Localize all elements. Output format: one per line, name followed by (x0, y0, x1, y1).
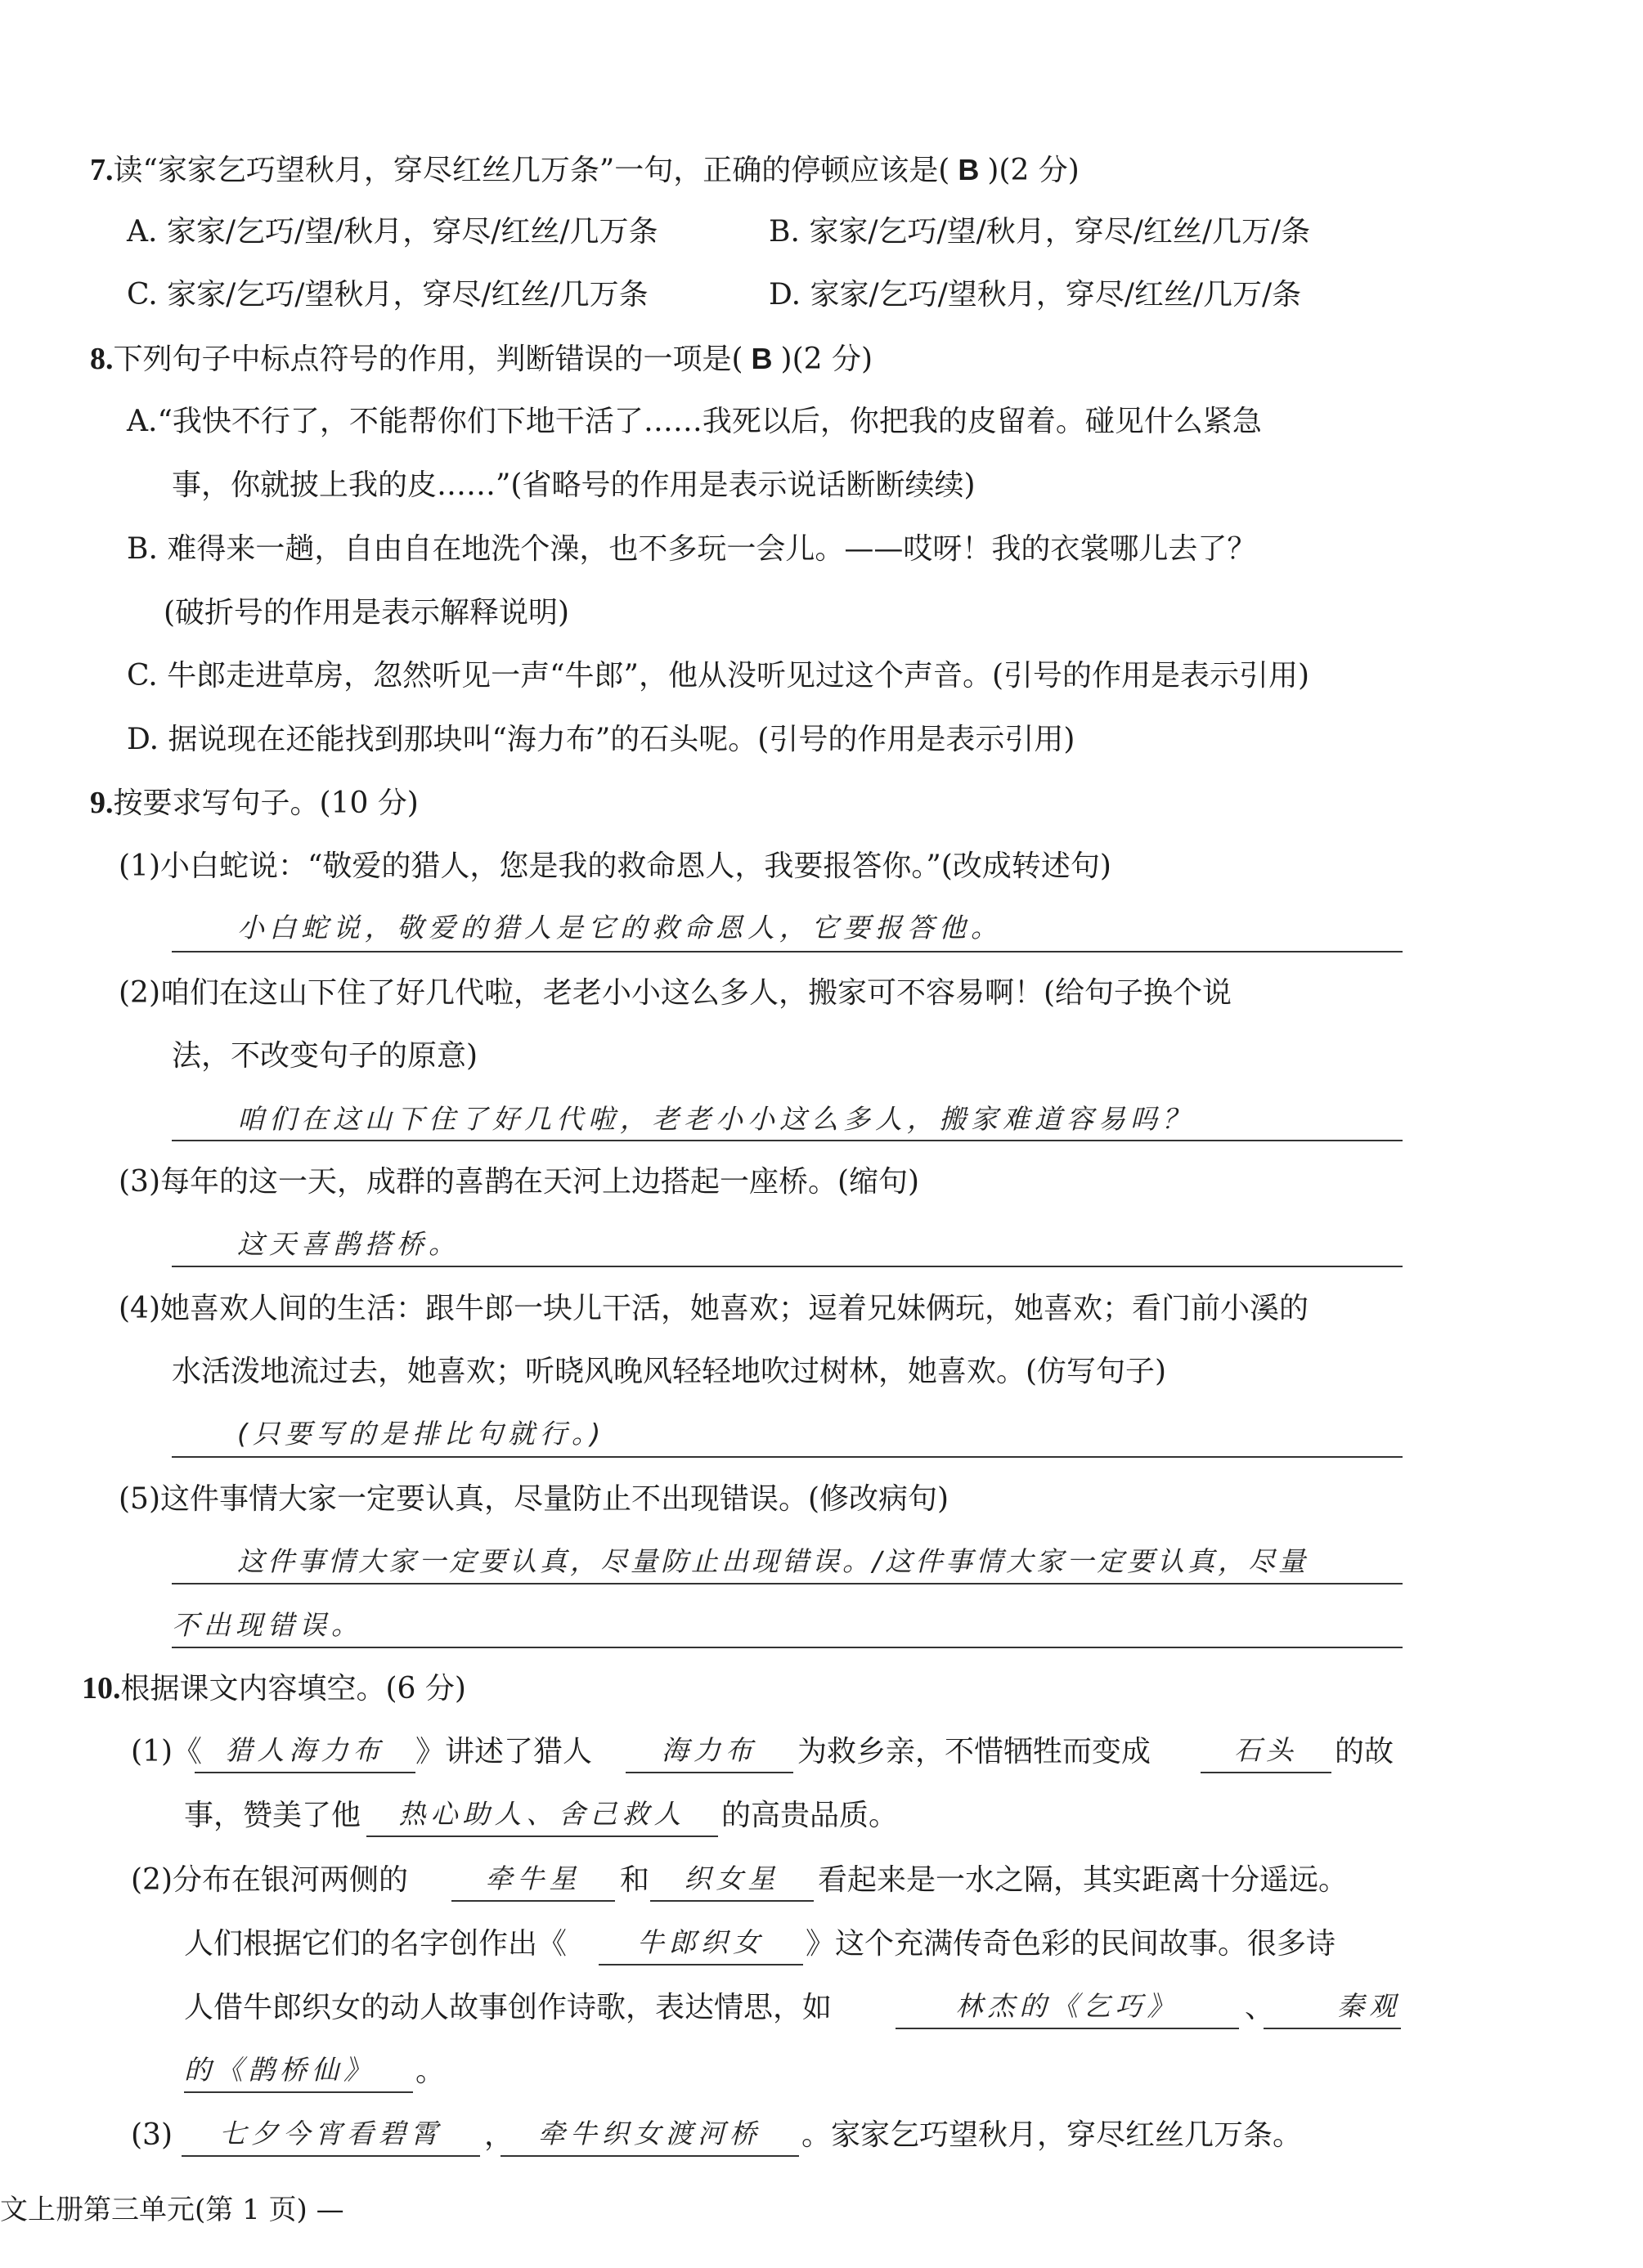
q9-answer3: 这天喜鹊搭桥。 (237, 1228, 460, 1260)
q7-option-c: C. 家家/乞巧/望秋月，穿尽/红丝/几万条 (127, 278, 649, 312)
q10-fill-vega: 织女星 (684, 1862, 780, 1894)
q9-sub5: (5)这件事情大家一定要认真，尽量防止不出现错误。(修改病句) (119, 1482, 949, 1516)
q10-fill-quality: 热心助人、舍己救人 (398, 1798, 686, 1830)
q10-p1-text: 的故 (1335, 1735, 1394, 1768)
q10-fill-poem2: 的《鹊桥仙》 (184, 2054, 375, 2086)
q9-sub2-line1: (2)咱们在这山下住了好几代啦，老老小小这么多人，搬家可不容易啊！(给句子换个说 (119, 976, 1232, 1010)
q8-option-a-line1: A.“我快不行了，不能帮你们下地干活了……我死以后，你把我的皮留着。碰见什么紧急 (127, 405, 1262, 438)
q10-p1-text: 为救乡亲，不惜牺牲而变成 (797, 1735, 1151, 1768)
q9-answer1: 小白蛇说，敬爱的猎人是它的救命恩人，它要报答他。 (237, 912, 1003, 944)
blank-line (626, 1772, 793, 1773)
q7-option-b: B. 家家/乞巧/望/秋月，穿尽/红丝/几万/条 (769, 215, 1311, 249)
q8-option-a-line2: 事，你就披上我的皮……”(省略号的作用是表示说话断断续续) (172, 468, 976, 502)
q7-option-a: A. 家家/乞巧/望/秋月，穿尽/红丝/几万条 (127, 215, 658, 249)
q7-option-d: D. 家家/乞巧/望秋月，穿尽/红丝/几万/条 (769, 278, 1302, 312)
blank-line (1201, 1772, 1331, 1773)
q10-fill-title: 猎人海力布 (225, 1734, 385, 1766)
blank-line (896, 2028, 1239, 2029)
blank-line (1264, 2028, 1401, 2029)
q10-p1-text: 》讲述了猎人 (415, 1735, 593, 1768)
q10-p2-text: 》这个充满传奇色彩的民间故事。很多诗 (806, 1927, 1336, 1961)
q10-fill-stone: 石头 (1234, 1734, 1298, 1766)
q10-p1-text: 的高贵品质。 (721, 1799, 899, 1832)
q9-number: 9. (90, 786, 114, 820)
q7-answer: B (958, 153, 980, 186)
q10-p3-text: 。家家乞巧望秋月，穿尽红丝几万条。 (801, 2118, 1303, 2152)
q7-stem: 7.读“家家乞巧望秋月，穿尽红丝几万条”一句，正确的停顿应该是( B )(2 分) (90, 153, 1080, 187)
q10-fill-poem1: 林杰的《乞巧》 (955, 1990, 1179, 2022)
blank-line (501, 2155, 799, 2157)
blank-line (650, 1900, 814, 1902)
q10-stem: 10.根据课文内容填空。(6 分) (82, 1671, 466, 1705)
answer-line (172, 1583, 1403, 1584)
answer-line (172, 1140, 1403, 1141)
q9-answer4: (只要写的是排比句就行。) (237, 1418, 606, 1450)
blank-line (184, 2091, 413, 2093)
q10-p1-text: (1)《 (131, 1735, 202, 1768)
q10-p3-text: ， (484, 2118, 514, 2152)
blank-line (195, 1772, 415, 1773)
blank-line (451, 1900, 615, 1902)
q10-p2-text: 人借牛郎织女的动人故事创作诗歌，表达情思，如 (184, 1991, 833, 2024)
q9-sub4-line2: 水活泼地流过去，她喜欢；听晓风晚风轻轻地吹过树林，她喜欢。(仿写句子) (172, 1355, 1167, 1388)
q10-p1-text: 事，赞美了他 (184, 1799, 361, 1832)
q10-fill-verse2: 牵牛织女渡河桥 (538, 2118, 761, 2149)
q8-stem: 8.下列句子中标点符号的作用，判断错误的一项是( B )(2 分) (90, 342, 873, 376)
q9-sub4-line1: (4)她喜欢人间的生活：跟牛郎一块儿干活，她喜欢；逗着兄妹俩玩，她喜欢；看门前小溪的 (119, 1292, 1309, 1325)
q10-p2-text: 人们根据它们的名字创作出《 (184, 1927, 568, 1961)
q10-p2-text: 和 (620, 1863, 650, 1897)
answer-line (172, 1266, 1403, 1267)
q7-number: 7. (90, 153, 114, 187)
q8-number: 8. (90, 342, 114, 376)
answer-line (172, 1456, 1403, 1458)
q9-sub3: (3)每年的这一天，成群的喜鹊在天河上边搭起一座桥。(缩句) (119, 1165, 920, 1199)
q9-sub2-line2: 法，不改变句子的原意) (172, 1039, 478, 1073)
q9-answer5-line1: 这件事情大家一定要认真，尽量防止出现错误。/这件事情大家一定要认真，尽量 (237, 1545, 1309, 1577)
q9-sub1: (1)小白蛇说：“敬爱的猎人，您是我的救命恩人，我要报答你。”(改成转述句) (119, 849, 1111, 883)
q10-fill-story: 牛郎织女 (637, 1926, 765, 1958)
q10-p3-text: (3) (131, 2118, 173, 2152)
q10-p2-text: 看起来是一水之隔，其实距离十分遥远。 (818, 1863, 1349, 1897)
answer-line (172, 1647, 1403, 1648)
q10-p2-text: 、 (1245, 1991, 1275, 2024)
blank-line (366, 1835, 718, 1837)
blank-line (599, 1964, 803, 1965)
q10-fill-poet: 秦观 (1337, 1990, 1401, 2022)
q10-p2-text: 。 (415, 2055, 446, 2088)
q10-number: 10. (82, 1671, 121, 1705)
q9-stem: 9.按要求写句子。(10 分) (90, 786, 419, 820)
q10-fill-verse1: 七夕今宵看碧霄 (219, 2118, 442, 2149)
q10-p2-text: (2)分布在银河两侧的 (131, 1863, 408, 1897)
answer-line (172, 951, 1403, 952)
q8-answer: B (751, 342, 773, 375)
q8-option-c: C. 牛郎走进草房，忽然听见一声“牛郎”，他从没听见过这个声音。(引号的作用是表示引用) (127, 659, 1310, 693)
q9-answer5-line2: 不出现错误。 (172, 1609, 363, 1641)
q8-option-d: D. 据说现在还能找到那块叫“海力布”的石头呢。(引号的作用是表示引用) (127, 723, 1075, 756)
q8-option-b-line1: B. 难得来一趟，自由自在地洗个澡，也不多玩一会儿。——哎呀！我的衣裳哪儿去了？ (127, 532, 1257, 566)
blank-line (182, 2155, 480, 2157)
q9-answer2: 咱们在这山下住了好几代啦，老老小小这么多人，搬家难道容易吗？ (237, 1103, 1194, 1135)
q10-fill-altair: 牵牛星 (485, 1862, 581, 1894)
page-footer: 文上册第三单元(第 1 页) — (0, 2194, 344, 2226)
q10-fill-hunter: 海力布 (662, 1734, 757, 1766)
q8-option-b-line2: (破折号的作用是表示解释说明) (164, 596, 570, 630)
